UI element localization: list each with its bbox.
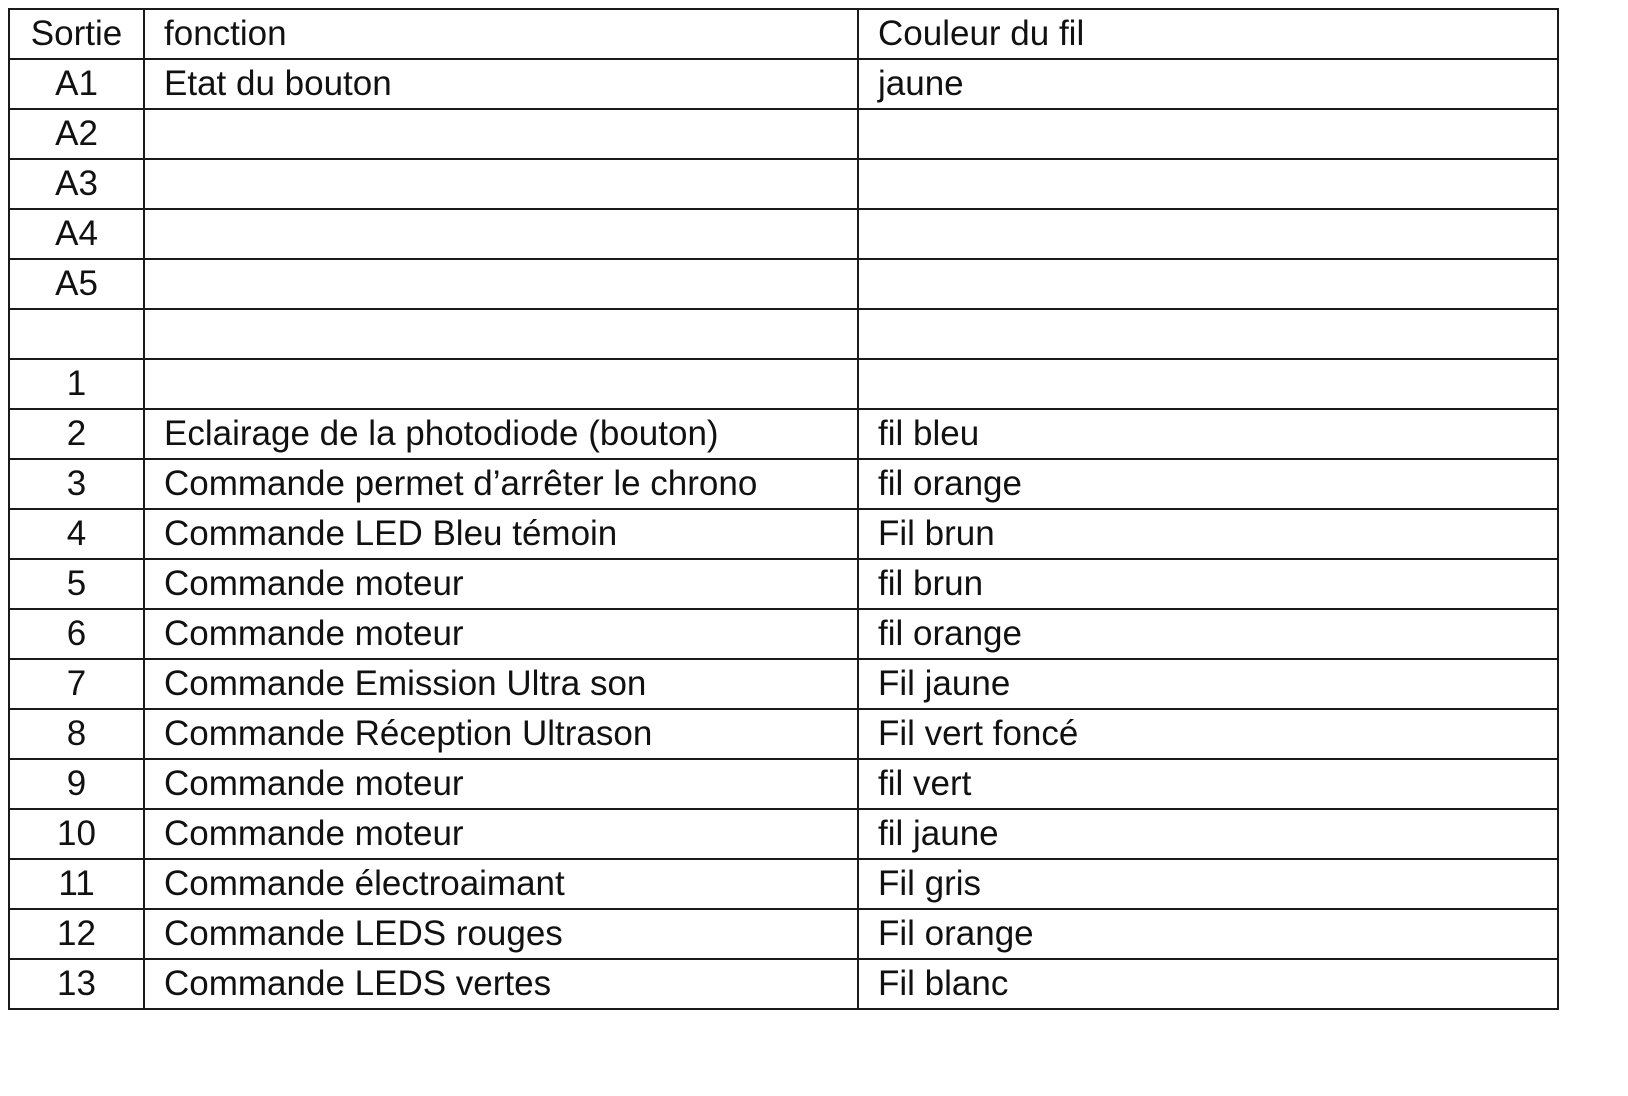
cell-couleur: Fil vert foncé — [858, 709, 1558, 759]
header-fonction: fonction — [144, 9, 858, 59]
table-row — [9, 659, 1558, 709]
table-row — [9, 759, 1558, 809]
cell-sortie: A1 — [9, 59, 144, 109]
header-couleur: Couleur du fil — [858, 9, 1558, 59]
cell-sortie: 9 — [9, 759, 144, 809]
cell-couleur — [858, 159, 1558, 209]
cell-fonction — [144, 159, 858, 209]
cell-fonction — [144, 309, 858, 359]
cell-fonction: Commande permet d’arrêter le chrono — [144, 459, 858, 509]
cell-sortie: 10 — [9, 809, 144, 859]
cell-couleur — [858, 109, 1558, 159]
cell-sortie: 13 — [9, 959, 144, 1009]
cell-couleur: Fil jaune — [858, 659, 1558, 709]
cell-couleur: fil orange — [858, 609, 1558, 659]
cell-fonction: Commande moteur — [144, 759, 858, 809]
table-body — [9, 9, 1558, 1009]
cell-couleur: fil vert — [858, 759, 1558, 809]
cell-fonction — [144, 109, 858, 159]
cell-couleur: fil orange — [858, 459, 1558, 509]
cell-couleur — [858, 209, 1558, 259]
cell-fonction — [144, 209, 858, 259]
wiring-table — [8, 8, 1559, 1010]
header-sortie: Sortie — [9, 9, 144, 59]
cell-couleur: jaune — [858, 59, 1558, 109]
table-row — [9, 709, 1558, 759]
table-row — [9, 109, 1558, 159]
cell-sortie: A2 — [9, 109, 144, 159]
cell-fonction: Etat du bouton — [144, 59, 858, 109]
cell-fonction: Commande moteur — [144, 559, 858, 609]
table-row — [9, 509, 1558, 559]
cell-couleur: fil bleu — [858, 409, 1558, 459]
header-row — [9, 9, 1558, 59]
table-row — [9, 359, 1558, 409]
table-row — [9, 559, 1558, 609]
cell-couleur — [858, 359, 1558, 409]
cell-couleur: fil jaune — [858, 809, 1558, 859]
cell-fonction: Commande électroaimant — [144, 859, 858, 909]
table-row — [9, 59, 1558, 109]
cell-sortie: A3 — [9, 159, 144, 209]
cell-couleur — [858, 309, 1558, 359]
cell-fonction: Commande moteur — [144, 809, 858, 859]
cell-couleur — [858, 259, 1558, 309]
cell-sortie: 4 — [9, 509, 144, 559]
cell-fonction: Commande LED Bleu témoin — [144, 509, 858, 559]
cell-couleur: fil brun — [858, 559, 1558, 609]
cell-fonction: Commande LEDS rouges — [144, 909, 858, 959]
table-row — [9, 159, 1558, 209]
cell-couleur: Fil blanc — [858, 959, 1558, 1009]
cell-sortie: A5 — [9, 259, 144, 309]
cell-couleur: Fil gris — [858, 859, 1558, 909]
cell-fonction: Commande Emission Ultra son — [144, 659, 858, 709]
cell-fonction: Commande moteur — [144, 609, 858, 659]
cell-sortie: 3 — [9, 459, 144, 509]
table-row — [9, 309, 1558, 359]
cell-sortie: 2 — [9, 409, 144, 459]
cell-fonction: Commande Réception Ultrason — [144, 709, 858, 759]
cell-sortie: 5 — [9, 559, 144, 609]
table-row — [9, 909, 1558, 959]
table-row — [9, 459, 1558, 509]
cell-sortie: A4 — [9, 209, 144, 259]
cell-sortie: 6 — [9, 609, 144, 659]
cell-sortie: 7 — [9, 659, 144, 709]
cell-couleur: Fil orange — [858, 909, 1558, 959]
cell-fonction — [144, 259, 858, 309]
cell-fonction — [144, 359, 858, 409]
cell-sortie — [9, 309, 144, 359]
table-row — [9, 209, 1558, 259]
table-row — [9, 959, 1558, 1009]
cell-fonction: Commande LEDS vertes — [144, 959, 858, 1009]
table-row — [9, 859, 1558, 909]
cell-sortie: 11 — [9, 859, 144, 909]
table-row — [9, 409, 1558, 459]
cell-sortie: 1 — [9, 359, 144, 409]
cell-couleur: Fil brun — [858, 509, 1558, 559]
cell-sortie: 8 — [9, 709, 144, 759]
table-row — [9, 259, 1558, 309]
table-row — [9, 809, 1558, 859]
table-row — [9, 609, 1558, 659]
cell-fonction: Eclairage de la photodiode (bouton) — [144, 409, 858, 459]
cell-sortie: 12 — [9, 909, 144, 959]
